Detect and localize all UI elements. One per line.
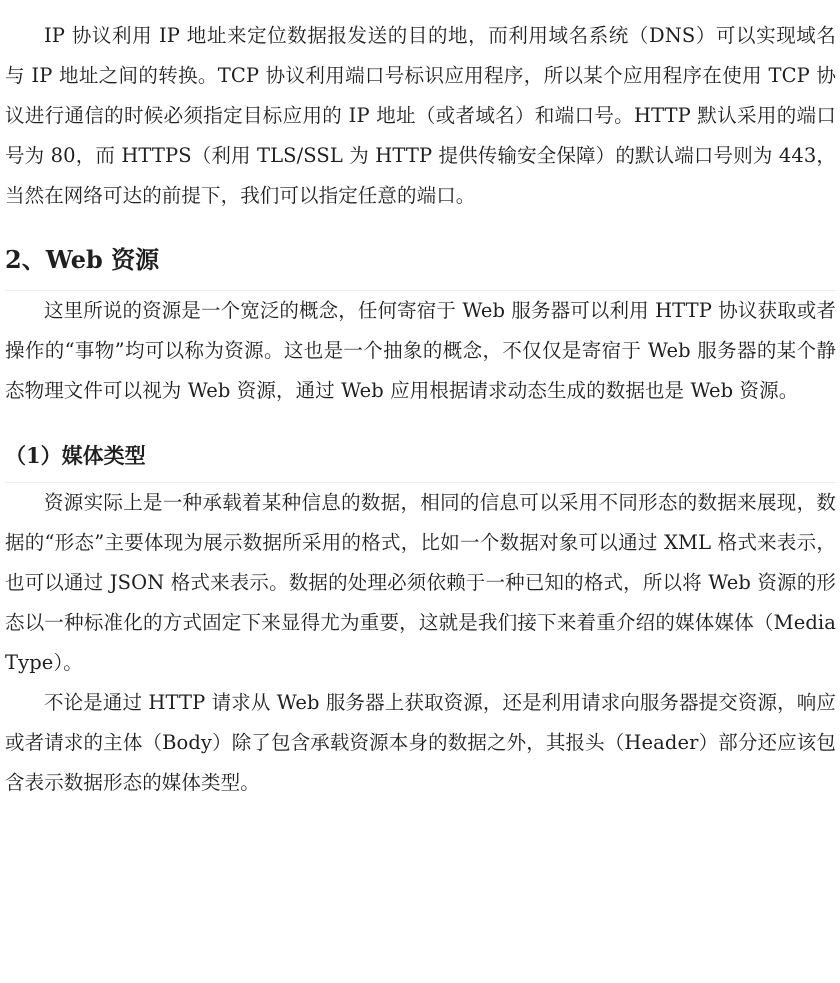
section-heading-web-resource: 2、Web 资源 — [5, 240, 836, 291]
paragraph-resource-concept: 这里所说的资源是一个宽泛的概念，任何寄宿于 Web 服务器可以利用 HTTP 协议获取或者操作的“事物”均可以称为资源。这也是一个抽象的概念，不仅仅是寄宿于 Web 服务器的某个静态物理文件可以视为 Web 资源，通过 Web 应用根据请求动态生成的数据也是 Web 资源。 — [5, 299, 836, 402]
subsection-heading-media-type: （1）媒体类型 — [5, 438, 836, 483]
paragraph-ip-port: IP 协议利用 IP 地址来定位数据报发送的目的地，而利用域名系统（DNS）可以实现域名与 IP 地址之间的转换。TCP 协议利用端口号标识应用程序，所以某个应用程序在使用 TCP 协议进行通信的时候必须指定目标应用的 IP 地址（或者域名）和端口号。HTTP 默认采用的端口号为 80，而 HTTPS（利用 TLS/SSL 为 HTTP 提供传输安全保障）的默认端口号则为 443，当然在网络可达的前提下，我们可以指定任意的端口。 — [5, 24, 836, 207]
paragraph-request-response: 不论是通过 HTTP 请求从 Web 服务器上获取资源，还是利用请求向服务器提交资源，响应或者请求的主体（Body）除了包含承载资源本身的数据之外，其报头（Header）部分还应该包含表示数据形态的媒体类型。 — [5, 691, 836, 794]
paragraph-data-format: 资源实际上是一种承载着某种信息的数据，相同的信息可以采用不同形态的数据来展现，数据的“形态”主要体现为展示数据所采用的格式，比如一个数据对象可以通过 XML 格式来表示，也可以通过 JSON 格式来表示。数据的处理必须依赖于一种已知的格式，所以将 Web 资源的形态以一种标准化的方式固定下来显得尤为重要，这就是我们接下来着重介绍的媒体媒体（Media Type）。 — [5, 491, 836, 674]
